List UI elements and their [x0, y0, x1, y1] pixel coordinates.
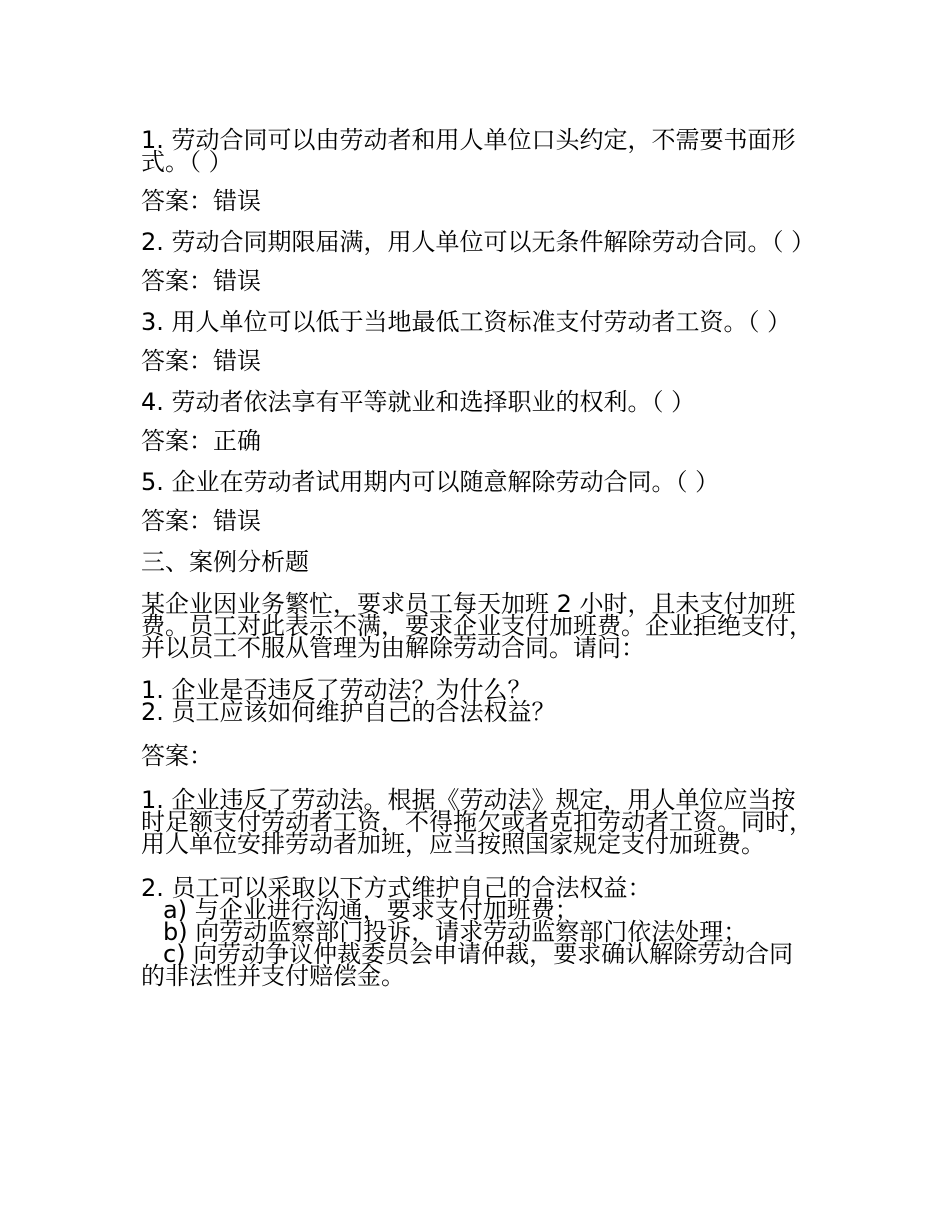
answer-2-item-c: c) 向劳动争议仲裁委员会申请仲裁，要求确认解除劳动合同的非法性并支付赔偿金。	[141, 940, 794, 990]
case-questions	[141, 676, 813, 726]
case-question-1: 1. 企业是否违反了劳动法？为什么？	[141, 676, 532, 704]
answer-2-item-a: a) 与企业进行沟通，要求支付加班费；	[163, 896, 579, 924]
tf-answer-4: 答案：正确	[141, 427, 261, 455]
case-question-2: 2. 员工应该如何维护自己的合法权益？	[141, 698, 556, 726]
document-page	[141, 126, 816, 990]
tf-answer-2: 答案：错误	[141, 267, 261, 295]
tf-answer-5: 答案：错误	[141, 507, 261, 535]
tf-answer-1: 答案：错误	[141, 187, 261, 215]
tf-question-4: 4. 劳动者依法享有平等就业和选择职业的权利。（ ）	[141, 388, 696, 416]
tf-question-3: 3. 用人单位可以低于当地最低工资标准支付劳动者工资。（ ）	[141, 308, 792, 336]
tf-question-5: 5. 企业在劳动者试用期内可以随意解除劳动合同。（ ）	[141, 468, 720, 496]
answer-2-item-b: b) 向劳动监察部门投诉，请求劳动监察部门依法处理；	[163, 918, 748, 946]
tf-question-1: 1. 劳动合同可以由劳动者和用人单位口头约定，不需要书面形式。（ ）	[141, 126, 796, 176]
answer-1: 1. 企业违反了劳动法。根据《劳动法》规定，用人单位应当按时足额支付劳动者工资，不得拖欠或者克扣劳动者工资。同时，用人单位安排劳动者加班，应当按照国家规定支付加班费。	[141, 786, 813, 858]
tf-question-2: 2. 劳动合同期限届满，用人单位可以无条件解除劳动合同。（ ）	[141, 228, 816, 256]
answer-2-intro: 2. 员工可以采取以下方式维护自己的合法权益：	[141, 874, 652, 902]
answer-label: 答案：	[141, 742, 213, 770]
section-heading: 三、案例分析题	[141, 548, 309, 576]
case-text: 某企业因业务繁忙，要求员工每天加班 2 小时，且未支付加班费。员工对此表示不满，要求企业支付加班费。企业拒绝支付，并以员工不服从管理为由解除劳动合同。请问：	[141, 590, 813, 662]
answer-2	[141, 874, 813, 990]
tf-answer-3: 答案：错误	[141, 347, 261, 375]
